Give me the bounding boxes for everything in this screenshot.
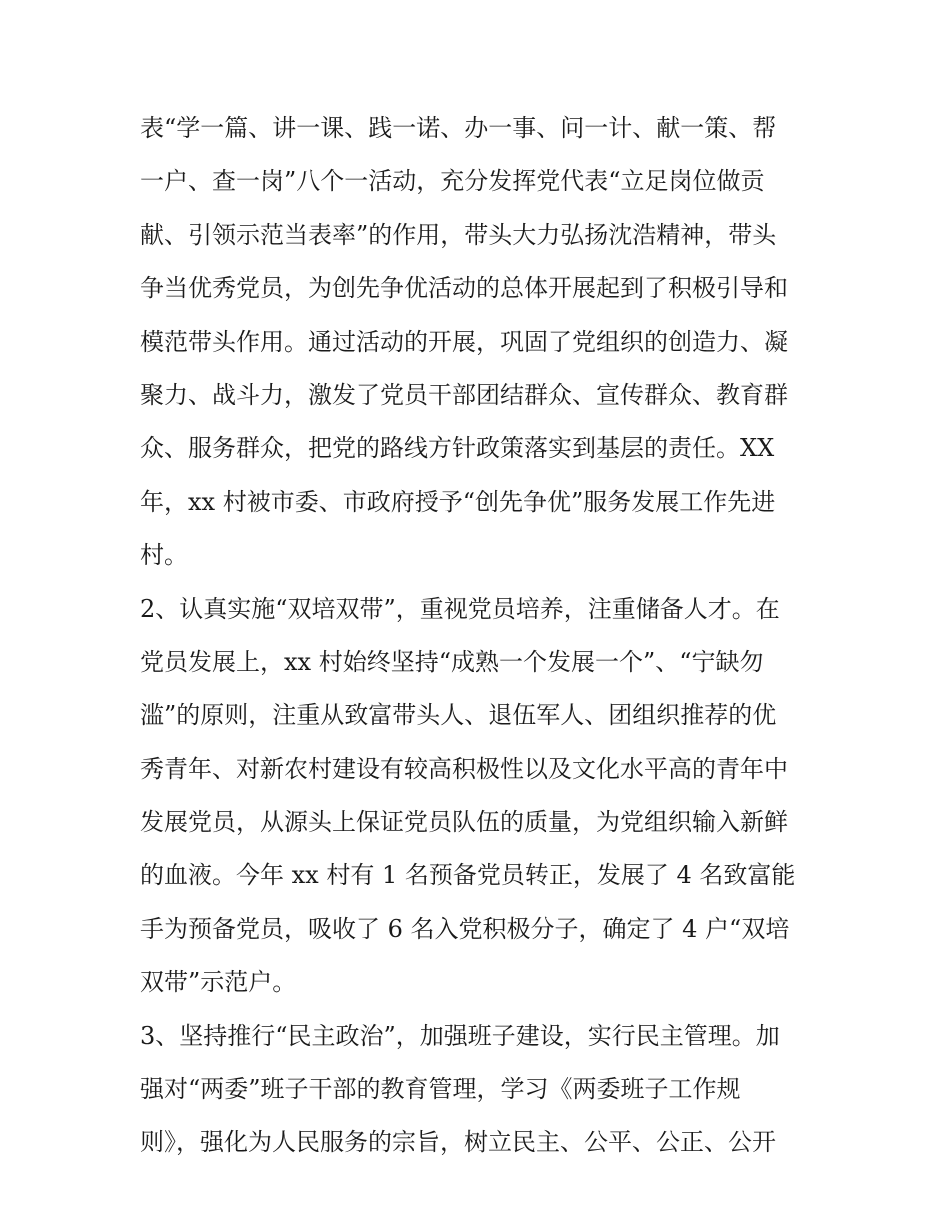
- text-line: 村。: [140, 541, 188, 570]
- text-line: 3、坚持推行“民主政治”，加强班子建设，实行民主管理。加: [140, 1021, 780, 1050]
- text-line: 众、服务群众，把党的路线方针政策落实到基层的责任。XX: [140, 434, 775, 463]
- text-line: 2、认真实施“双培双带”，重视党员培养，注重储备人才。在: [140, 594, 780, 623]
- text-line: 一户、查一岗”八个一活动，充分发挥党代表“立足岗位做贡: [140, 167, 765, 196]
- text-line: 献、引领示范当表率”的作用，带头大力弘扬沈浩精神，带头: [140, 220, 777, 249]
- text-line: 双带”示范户。: [140, 968, 297, 997]
- document-body: [140, 106, 830, 1174]
- text-line: 聚力、战斗力，激发了党员干部团结群众、宣传群众、教育群: [140, 380, 788, 409]
- text-line: 党员发展上，xx 村始终坚持“成熟一个发展一个”、“宁缺勿: [140, 647, 764, 676]
- text-line: 年，xx 村被市委、市政府授予“创先争优”服务发展工作先进: [140, 487, 776, 516]
- text-line: 的血液。今年 xx 村有 1 名预备党员转正，发展了 4 名致富能: [140, 861, 796, 890]
- text-line: 争当优秀党员，为创先争优活动的总体开展起到了积极引导和: [140, 274, 788, 303]
- text-line: 表“学一篇、讲一课、践一诺、办一事、问一计、献一策、帮: [140, 114, 777, 142]
- text-line: 手为预备党员，吸收了 6 名入党积极分子，确定了 4 户“双培: [140, 914, 790, 943]
- text-line: 则》，强化为人民服务的宗旨，树立民主、公平、公正、公开: [140, 1128, 776, 1157]
- text-line: 发展党员，从源头上保证党员队伍的质量，为党组织输入新鲜: [140, 808, 788, 837]
- text-line: 强对“两委”班子干部的教育管理，学习《两委班子工作规: [140, 1075, 741, 1104]
- text-line: 秀青年、对新农村建设有较高积极性以及文化水平高的青年中: [140, 754, 788, 783]
- text-line: 滥”的原则，注重从致富带头人、退伍军人、团组织推荐的优: [140, 701, 777, 730]
- text-line: 模范带头作用。通过活动的开展，巩固了党组织的创造力、凝: [140, 327, 788, 356]
